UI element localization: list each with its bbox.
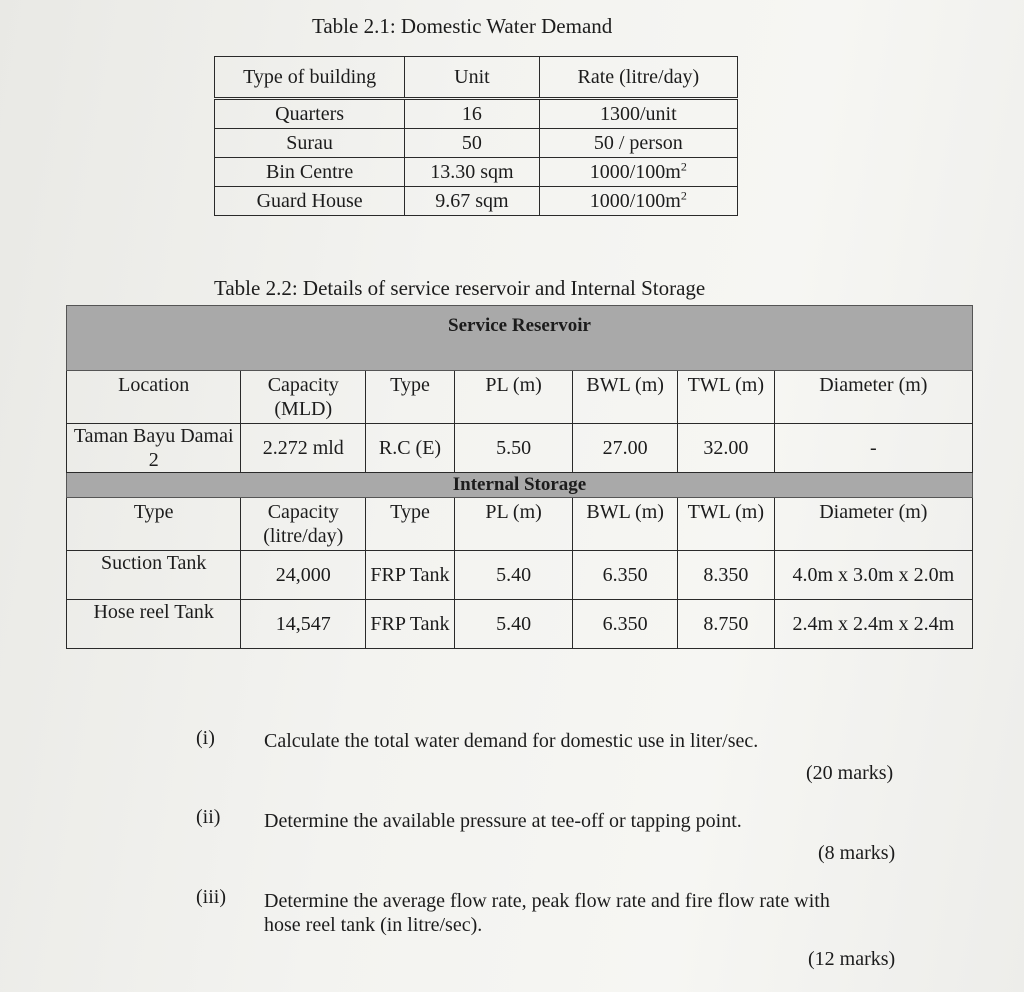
question-marks: (20 marks) <box>806 762 894 784</box>
header-type: Type <box>366 498 455 551</box>
bwl-cell: 6.350 <box>573 551 678 600</box>
type-cell: R.C (E) <box>366 424 455 473</box>
diameter-cell: 2.4m x 2.4m x 2.4m <box>774 600 972 649</box>
unit-cell: 9.67 sqm <box>405 187 539 216</box>
question-number: (iii) <box>196 886 226 908</box>
rate-value: 50 / person <box>593 132 683 154</box>
question-marks: (8 marks) <box>818 842 896 864</box>
building-type-cell: Guard House <box>215 187 405 216</box>
capacity-cell: 24,000 <box>241 551 366 600</box>
rate-cell <box>539 187 737 216</box>
question-text: Determine the average flow rate, peak flow rate and fire flow rate with <box>264 890 830 912</box>
table1-header-row <box>215 57 738 99</box>
capacity-cell: 2.272 mld <box>241 424 366 473</box>
question-marks: (12 marks) <box>808 948 896 970</box>
type-cell: FRP Tank <box>366 551 455 600</box>
pl-cell: 5.50 <box>454 424 573 473</box>
internal-storage-title: Internal Storage <box>67 473 973 498</box>
question-text-continued: hose reel tank (in litre/sec). <box>264 914 483 936</box>
table1-header-rate: Rate (litre/day) <box>539 57 737 99</box>
service-reservoir-title: Service Reservoir <box>67 306 973 371</box>
header-diameter: Diameter (m) <box>774 371 972 424</box>
table1-header-type: Type of building <box>215 57 405 99</box>
twl-cell: 32.00 <box>677 424 774 473</box>
reservoir-band-row <box>67 306 973 371</box>
question-number: (ii) <box>196 806 221 828</box>
header-bwl: BWL (m) <box>573 371 678 424</box>
table-row <box>67 600 973 649</box>
header-type: Type <box>366 371 455 424</box>
rate-value: 1300/unit <box>599 103 677 125</box>
rate-cell <box>539 99 737 129</box>
header-twl: TWL (m) <box>677 371 774 424</box>
header-diameter: Diameter (m) <box>774 498 972 551</box>
unit-cell: 13.30 sqm <box>405 158 539 187</box>
domestic-water-demand-table <box>214 56 738 216</box>
bwl-cell: 6.350 <box>573 600 678 649</box>
twl-cell: 8.750 <box>677 600 774 649</box>
building-type-cell: Quarters <box>215 99 405 129</box>
header-bwl: BWL (m) <box>573 498 678 551</box>
rate-superscript: 2 <box>680 159 687 174</box>
table1-caption: Table 2.1: Domestic Water Demand <box>312 14 613 38</box>
unit-cell: 16 <box>405 99 539 129</box>
table-row <box>215 187 738 216</box>
table-row <box>215 99 738 129</box>
rate-cell <box>539 158 737 187</box>
rate-superscript: 2 <box>680 188 687 203</box>
header-capacity: Capacity (MLD) <box>241 371 366 424</box>
table-row <box>215 129 738 158</box>
tank-name-cell: Hose reel Tank <box>67 600 241 649</box>
table1-header-unit: Unit <box>405 57 539 99</box>
diameter-cell: 4.0m x 3.0m x 2.0m <box>774 551 972 600</box>
header-location: Location <box>67 371 241 424</box>
location-cell: Taman Bayu Damai 2 <box>67 424 241 473</box>
capacity-cell: 14,547 <box>241 600 366 649</box>
question-text: Determine the available pressure at tee-off or tapping point. <box>264 810 742 832</box>
pl-cell: 5.40 <box>454 551 573 600</box>
table-row <box>67 424 973 473</box>
storage-band-row <box>67 473 973 498</box>
unit-cell: 50 <box>405 129 539 158</box>
header-pl: PL (m) <box>454 498 573 551</box>
pl-cell: 5.40 <box>454 600 573 649</box>
storage-header-row <box>67 498 973 551</box>
reservoir-header-row <box>67 371 973 424</box>
header-type: Type <box>67 498 241 551</box>
bwl-cell: 27.00 <box>573 424 678 473</box>
type-cell: FRP Tank <box>366 600 455 649</box>
table-row <box>67 551 973 600</box>
diameter-cell: - <box>774 424 972 473</box>
rate-value: 1000/100m <box>589 190 681 212</box>
twl-cell: 8.350 <box>677 551 774 600</box>
question-number: (i) <box>196 727 215 749</box>
tank-name-cell: Suction Tank <box>67 551 241 600</box>
header-twl: TWL (m) <box>677 498 774 551</box>
building-type-cell: Bin Centre <box>215 158 405 187</box>
table2-caption: Table 2.2: Details of service reservoir and Internal Storage <box>214 276 706 300</box>
header-capacity: Capacity (litre/day) <box>241 498 366 551</box>
service-reservoir-table <box>66 305 973 649</box>
question-text: Calculate the total water demand for domestic use in liter/sec. <box>264 730 759 752</box>
rate-cell <box>539 129 737 158</box>
header-pl: PL (m) <box>454 371 573 424</box>
table-row <box>215 158 738 187</box>
rate-value: 1000/100m <box>589 161 681 183</box>
building-type-cell: Surau <box>215 129 405 158</box>
